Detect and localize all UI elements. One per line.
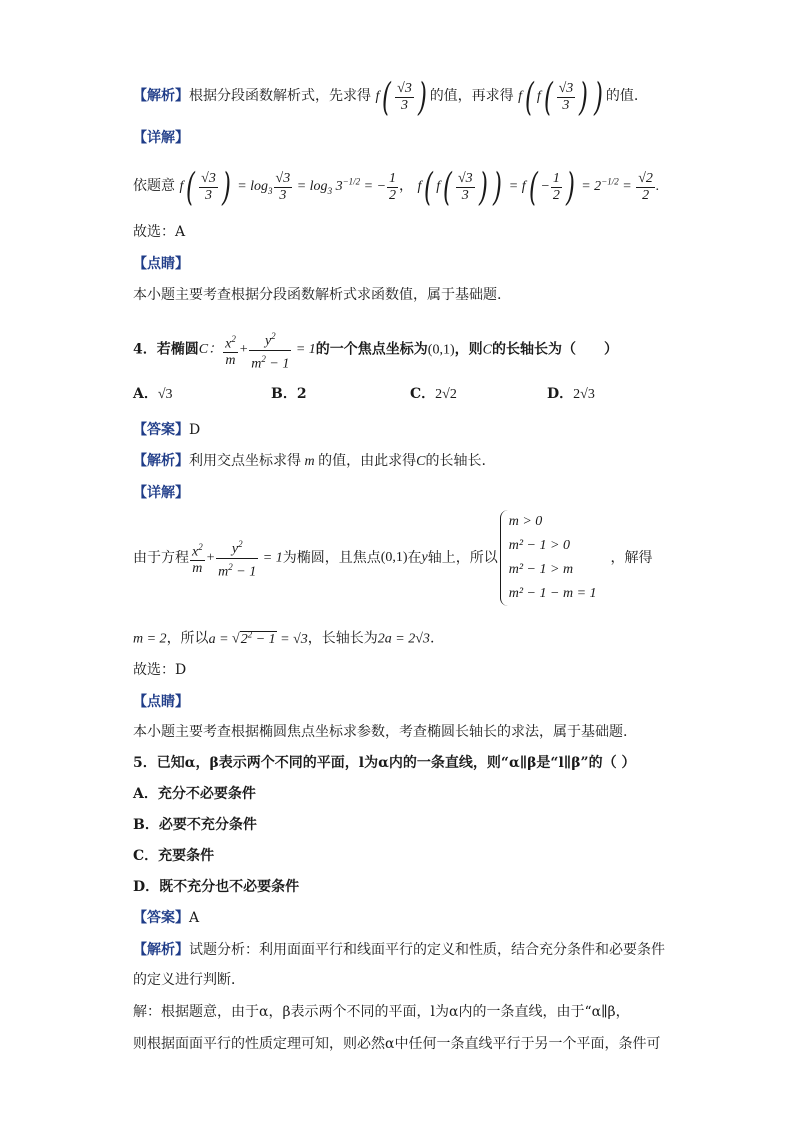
formula-m: m [301,454,319,469]
formula-point-01: (0,1) [427,342,455,358]
formula-point-01: (0,1) [380,550,408,565]
q4-stem-2: 的一个焦点坐标为 [315,341,428,358]
formula-f-sqrt3-over-3: f( $\frac{√3}{3}$ ) [375,75,427,119]
q4-xiangjie-2: 为椭圆，且焦点 [282,550,381,566]
q4-guxuan: 故选：D [133,662,187,678]
option-b-value: 2 [296,386,307,402]
condition-4: m² − 1 − m = 1 [508,586,597,601]
q4-xiangjie-5: ，解得 [610,550,653,566]
q5-jie-2: 则根据面面平行的性质定理可知，则必然α中任何一条直线平行于另一个平面，条件可 [133,1036,661,1052]
q5-option-b: B．必要不充分条件 [133,817,257,833]
jiexi-tag: 【解析】 [133,453,189,469]
jiexi-tag: 【解析】 [133,88,189,105]
q4-option-a [133,384,173,405]
q3-jiexi-text-1: 根据分段函数解析式，先求得 [189,88,371,105]
q4-option-b [271,384,307,404]
q3-jiexi-line [133,75,639,119]
q4-dianjing-tag-line [133,692,189,712]
q4-jiexi-1: 利用交点坐标求得 [189,453,301,469]
q4-option-d [547,384,595,405]
q4-xiangjie-line [133,510,653,606]
q5-daan: A [189,910,200,926]
dianjing-tag: 【点睛】 [133,694,189,710]
formula-ellipse-c: C： $\frac{x^2}{m}$ + $\frac{y^2}{m^2 - 1}$ = 1 [199,342,316,357]
xiangjie-tag: 【详解】 [133,485,189,501]
q5-option-a: A．充分不必要条件 [133,786,256,802]
formula-ff-result: f( f( $\frac{√3}{3}$ ) ) = f( − $\frac{1}{2}$ ) = $2^{-1/2}$ = $\frac{√2}{2}$ . [417,165,660,209]
q4-xiangjie-tag-line [133,483,189,503]
q4-daan-line [133,420,200,440]
q5-jiexi-line [133,940,665,960]
jiexi-tag: 【解析】 [133,942,189,958]
xiangjie-tag: 【详解】 [133,130,189,146]
option-d-value: 2√3 [573,387,595,402]
q4-jiexi-3: 的长轴长. [425,453,486,469]
q5-option-d: D．既不充分也不必要条件 [133,879,300,895]
q5-stem: 5．已知α，β表示两个不同的平面，l为α内的一条直线，则“α∥β是“l∥β”的（ ） [133,755,636,771]
q3-jiexi-text-2: 的值，再求得 [429,88,514,105]
q5-jiexi-2: 的定义进行判断． [133,972,245,988]
condition-3: m² − 1 > m [508,562,574,577]
dianjing-tag: 【点睛】 [133,256,189,272]
q5-option-c: C．充要条件 [133,848,215,864]
q4-result-3: ，长轴长为 [307,630,378,647]
formula-log-computation: f( $\frac{√3}{3}$ ) = $\log_3$ $\frac{√3}{3}$ = $\log_3 3^{-1/2}$ = − $\frac{1}{2}$ [179,165,397,209]
formula-m-equals-2: m = 2 [133,631,167,647]
q4-result-line [133,624,434,650]
q4-stem-1: 4．若椭圆 [133,341,199,358]
q3-xiangjie-text-1: 依题意 [133,178,175,195]
option-c-label: C． [410,386,436,402]
formula-ff-sqrt3-over-3: f( f( $\frac{√3}{3}$ ) ) [518,75,603,119]
formula-y: y [421,550,428,565]
q4-dianjing-text: 本小题主要考查根据椭圆焦点坐标求参数，考查椭圆长轴长的求法，属于基础题. [133,724,628,740]
option-b-label: B． [271,386,297,402]
q4-stem-3: ，则 [454,341,483,358]
q5-daan-line [133,908,199,928]
q4-jiexi-line [133,451,486,472]
daan-tag: 【答案】 [133,422,189,438]
option-a-value: √3 [157,387,173,402]
formula-ellipse-equation: $\frac{x^2}{m}$ + $\frac{y^2}{m^2 - 1}$ = 1 [189,536,283,580]
condition-1: m > 0 [508,514,543,529]
option-c-value: 2√2 [435,387,457,402]
q4-xiangjie-3: 在 [407,550,422,566]
q4-xiangjie-1: 由于方程 [133,550,189,566]
q4-result-4: . [429,630,435,647]
q5-jiexi-1: 试题分析：利用面面平行和线面平行的定义和性质，结合充分条件和必要条件 [189,942,665,958]
formula-system-of-conditions [500,510,597,606]
q4-stem-4: 的长轴长为（ ） [491,341,618,358]
condition-2: m² − 1 > 0 [508,538,570,553]
q4-daan: D [189,422,201,438]
q3-dianjing-text: 本小题主要考查根据分段函数解析式求函数值，属于基础题. [133,287,502,303]
q3-dianjing-tag-line [133,254,189,274]
option-a-label: A． [133,386,158,402]
formula-c: C [482,342,492,358]
q4-jiexi-2: 的值，由此求得 [318,453,417,469]
q4-stem [133,328,618,372]
q3-xiangjie-line [133,165,660,209]
q4-result-2: ，所以 [166,630,209,647]
option-d-label: D． [547,386,574,402]
q3-xiangjie-tag-line [133,128,189,148]
q5-jie-1: 解：根据题意，由于α，β表示两个不同的平面，l为α内的一条直线，由于“α∥β， [133,1004,630,1020]
q4-xiangjie-4: 轴上，所以 [427,550,498,566]
formula-2a-value: 2a = 2√3 [377,631,430,647]
q4-option-c [410,384,457,405]
daan-tag: 【答案】 [133,910,189,926]
q3-jiexi-text-3: 的值. [605,88,639,105]
q3-guxuan: 故选：A [133,224,186,240]
q3-xiangjie-text-2: ， [399,178,414,195]
formula-c: C [416,454,426,469]
formula-a-value: $a = √2^2 - 1 = √3$ [208,629,308,647]
